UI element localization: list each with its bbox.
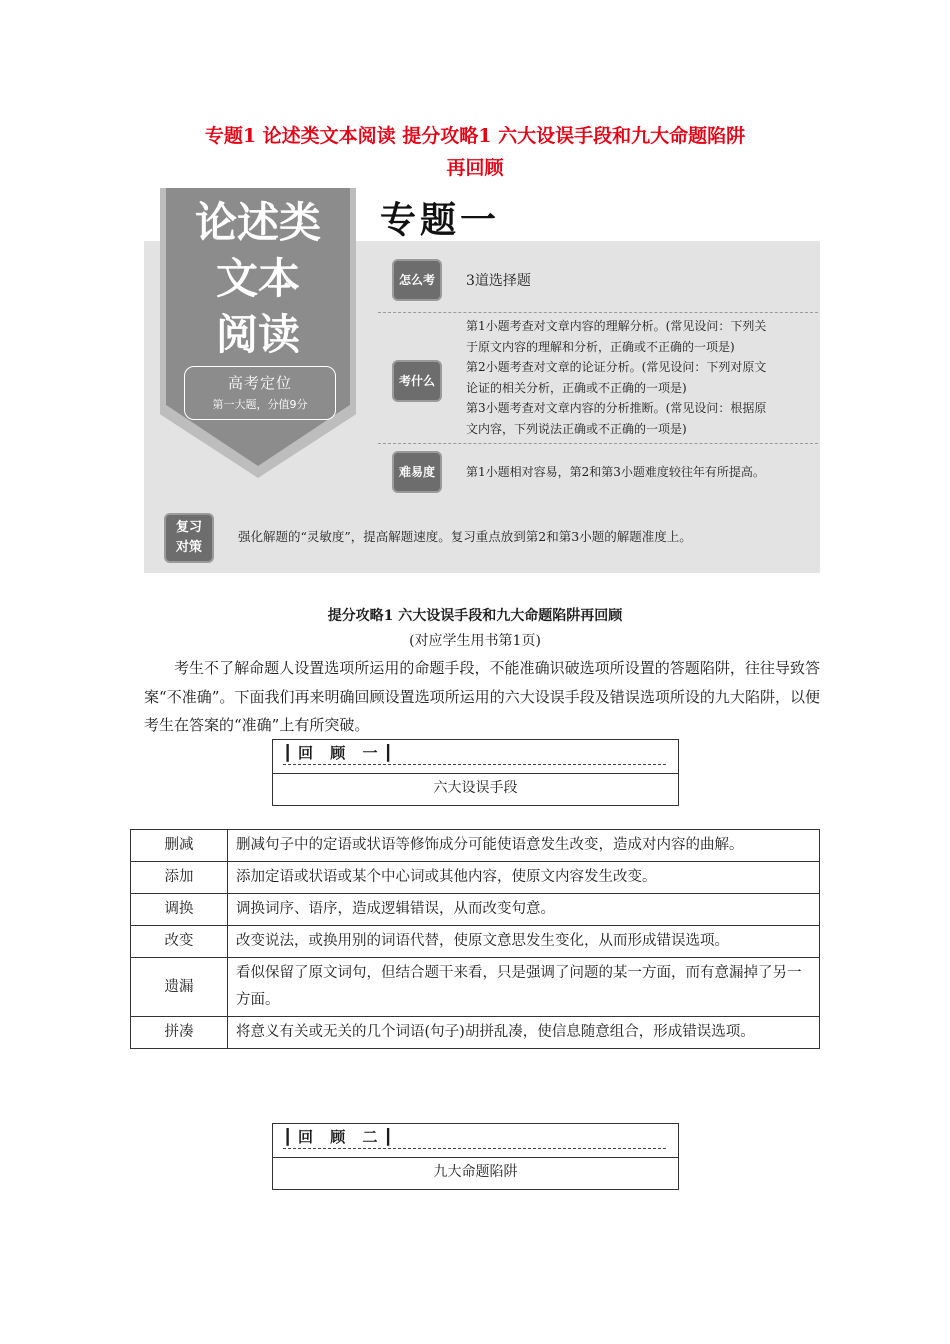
review-two-title: 九大命题陷阱: [273, 1157, 678, 1189]
what-line-3: 第2小题考查对文章的论证分析。(常见设问：下列对原文: [466, 360, 767, 374]
position-detail: 第一大题，分值9分: [212, 398, 308, 411]
position-title: 高考定位: [227, 374, 292, 392]
table-row: [131, 958, 820, 1017]
review-one-label-text: 回 顾 一: [298, 744, 384, 762]
review-one-title: 六大设误手段: [273, 773, 678, 805]
method-name: 添加: [131, 862, 228, 894]
table-row: [131, 862, 820, 894]
review-two-dashline: [283, 1148, 666, 1149]
section-subtitle: (对应学生用书第1页): [409, 633, 541, 649]
method-desc: 改变说法，或换用别的词语代替，使原文意思发生变化，从而形成错误选项。: [228, 926, 820, 958]
method-desc: 将意义有关或无关的几个词语(句子)胡拼乱凑，使信息随意组合，形成错误选项。: [228, 1017, 820, 1049]
method-desc: 调换词序、语序，造成逻辑错误，从而改变句意。: [228, 894, 820, 926]
method-desc: 删减句子中的定语或状语等修饰成分可能使语意发生改变，造成对内容的曲解。: [228, 830, 820, 862]
what-line-6: 文内容，下列说法正确或不正确的一项是): [466, 421, 687, 436]
tag-what: 考什么: [394, 362, 440, 400]
review-one-label: ┃回 顾 一┃: [283, 744, 399, 762]
table-row: [131, 830, 820, 862]
divider-1: [378, 312, 818, 313]
review-two-label: ┃回 顾 二┃: [283, 1128, 399, 1146]
table-row: [131, 1017, 820, 1049]
tag-how: 怎么考: [394, 261, 440, 299]
what-text: [466, 316, 816, 439]
title-line-1: 专题1 论述类文本阅读 提分攻略1 六大设误手段和九大命题陷阱: [204, 125, 746, 147]
what-line-4: 论证的相关分析，正确或不正确的一项是): [466, 380, 687, 395]
review-one-dashline: [283, 764, 666, 765]
method-name: 拼凑: [131, 1017, 228, 1049]
title-line-2: 再回顾: [446, 157, 504, 179]
what-line-1: 第1小题考查对文章内容的理解分析。(常见设问：下列关: [466, 319, 767, 333]
intro-paragraph: 考生不了解命题人设置选项所运用的命题手段，不能准确识破选项所设置的答题陷阱，往往导致答案“不准确”。下面我们再来明确回顾设置选项所运用的六大设误手段及错误选项所设的九大陷阱，以便考生在答案的“准确”上有所突破。: [144, 659, 820, 734]
method-name: 调换: [131, 894, 228, 926]
strategy-tag-line-2: 对策: [175, 540, 202, 555]
table-row: [131, 926, 820, 958]
shield-line-2: 文本: [215, 254, 300, 303]
difficulty-text: 第1小题相对容易，第2和第3小题难度较往年有所提高。: [466, 465, 765, 479]
method-name: 遗漏: [131, 958, 228, 1017]
what-line-5: 第3小题考查对文章内容的分析推断。(常见设问：根据原: [466, 401, 767, 415]
shield-line-1: 论述类: [194, 198, 321, 247]
shield-line-3: 阅读: [215, 310, 300, 359]
table-row: [131, 894, 820, 926]
review-one-box: [272, 739, 679, 806]
section-title: 提分攻略1 六大设误手段和九大命题陷阱再回顾: [327, 608, 623, 624]
method-name: 改变: [131, 926, 228, 958]
strategy-tag: [166, 515, 212, 561]
method-desc: 看似保留了原文词句，但结合题干来看，只是强调了问题的某一方面，而有意漏掉了另一方面。: [228, 958, 820, 1017]
method-name: 删减: [131, 830, 228, 862]
methods-table: [130, 829, 820, 1049]
strategy-tag-line-1: 复习: [175, 520, 202, 535]
document-title: [100, 120, 850, 184]
banner-heading: 专题一: [380, 200, 501, 241]
position-box: [184, 366, 336, 420]
what-line-2: 于原文内容的理解和分析，正确或不正确的一项是): [466, 339, 735, 354]
divider-2: [378, 443, 818, 444]
review-two-label-text: 回 顾 二: [298, 1128, 384, 1146]
strategy-text: 强化解题的“灵敏度”，提高解题速度。复习重点放到第2和第3小题的解题准度上。: [238, 529, 692, 544]
method-desc: 添加定语或状语或某个中心词或其他内容，使原文内容发生改变。: [228, 862, 820, 894]
how-text: 3道选择题: [466, 273, 531, 289]
review-two-box: [272, 1123, 679, 1190]
tag-difficulty: 难易度: [394, 453, 440, 491]
